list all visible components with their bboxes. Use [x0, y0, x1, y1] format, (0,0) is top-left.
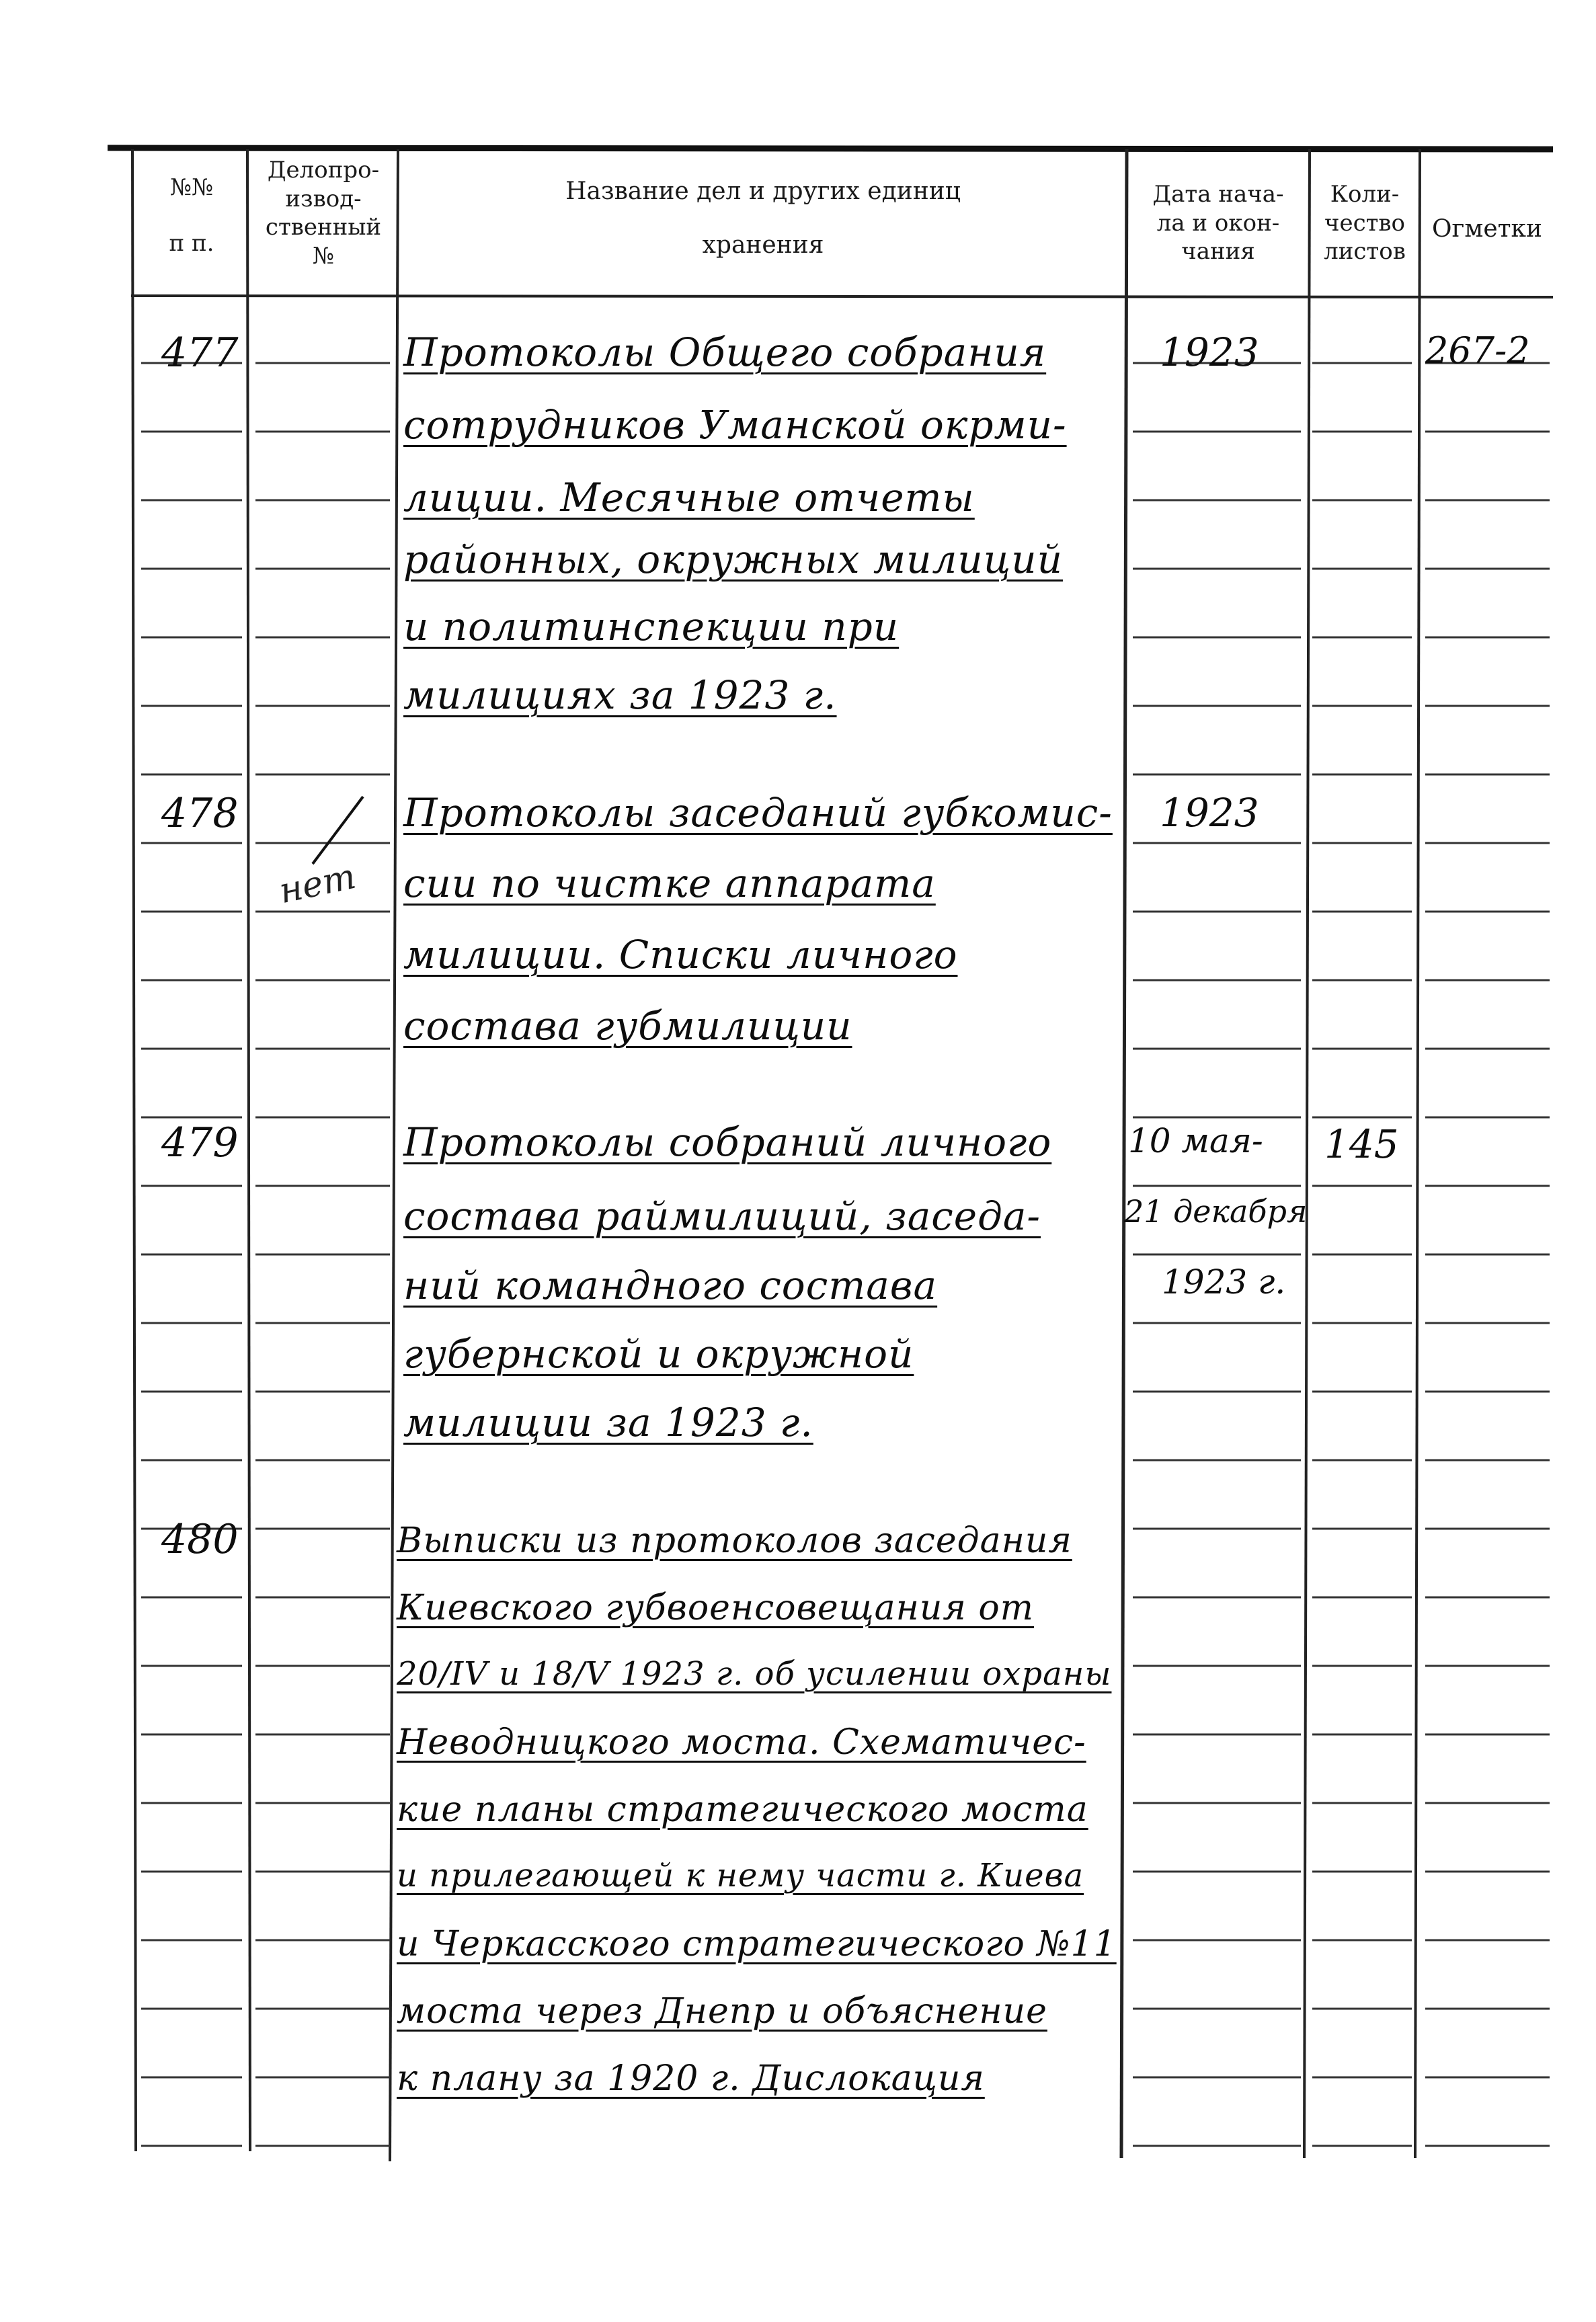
entry-title-line: милициях за 1923 г. [403, 672, 837, 718]
entry-title-line: Протоколы собраний личного [403, 1119, 1052, 1165]
entry-title-line: моста через Днепр и объяснение [397, 1991, 1047, 2032]
entry-title-line: 20/IV и 18/V 1923 г. об усилении охраны [397, 1655, 1112, 1693]
entry-number: 478 [161, 790, 239, 837]
entry-date-start: 10 мая- [1128, 1121, 1263, 1160]
header-col-dates [1128, 180, 1308, 266]
entry-title-line: милиции. Списки личного [403, 932, 958, 977]
header-col-count-line1: Коли- [1330, 181, 1400, 208]
entry-title-line: и политинспекции при [403, 604, 900, 649]
entry-title-line: Киевского губвоенсовещания от [397, 1588, 1034, 1628]
header-col-number-line2: п п. [169, 229, 214, 257]
header-col-notes [1421, 214, 1553, 244]
entry-title-line: районных, окружных милиций [403, 536, 1063, 582]
header-col-title-line1: Название дел и других единиц [565, 177, 961, 205]
header-col-dates-line3: чания [1181, 238, 1255, 265]
entry-title-line: к плану за 1920 г. Дислокация [397, 2058, 985, 2099]
entry-mark-slash [299, 790, 380, 871]
entry-title-line: и Черкасского стратегического №11 [397, 1924, 1117, 1964]
entry-date-year: 1923 г. [1162, 1263, 1286, 1302]
header-col-office-line1: Делопро- [267, 157, 380, 184]
entry-title-line: лиции. Месячные отчеты [403, 475, 975, 520]
header-col-count [1311, 180, 1419, 266]
entry-title-line: состава губмилиции [403, 1003, 852, 1049]
header-col-office-line2: извод- [285, 185, 362, 212]
entry-note: 267-2 [1425, 329, 1530, 372]
entry-title-line: милиции за 1923 г. [403, 1400, 813, 1445]
entry-title-line: Неводницкого моста. Схематичес- [397, 1722, 1086, 1763]
header-col-dates-line1: Дата нача- [1152, 181, 1284, 208]
entry-title-line: состава раймилиций, заседа- [403, 1193, 1041, 1239]
entry-sheet-count: 145 [1324, 1121, 1399, 1167]
header-col-count-line3: листов [1324, 238, 1406, 265]
entry-title-line: губернской и окружной [403, 1331, 914, 1377]
header-col-number-line1: №№ [169, 174, 214, 201]
header-col-dates-line2: ла и окон- [1156, 209, 1280, 237]
entry-date: 1923 [1160, 329, 1259, 375]
entry-date-end: 21 декабря [1124, 1193, 1308, 1230]
entry-title-line: сотрудников Уманской окрми- [403, 402, 1067, 448]
header-col-title [403, 176, 1123, 260]
header-col-office-line3: ственный [265, 214, 382, 241]
header-col-count-line2: чество [1324, 209, 1406, 237]
entry-title-line: Протоколы Общего собрания [403, 329, 1047, 375]
entry-number: 477 [161, 329, 239, 376]
entry-title-line: кие планы стратегического моста [397, 1790, 1088, 1830]
entry-title-line: Протоколы заседаний губкомис- [403, 790, 1113, 836]
entry-number: 480 [161, 1516, 239, 1563]
entry-date: 1923 [1160, 790, 1259, 836]
entry-number: 479 [161, 1119, 239, 1166]
header-col-number [138, 173, 245, 257]
entry-title-line: и прилегающей к нему части г. Киева [397, 1857, 1084, 1894]
header-col-office-number [251, 156, 395, 270]
entry-title-line: ний командного состава [403, 1263, 938, 1308]
entry-mark: нет [276, 856, 360, 912]
entry-title-line: Выписки из протоколов заседания [397, 1521, 1072, 1561]
header-col-title-line2: хранения [702, 231, 824, 259]
header-col-office-line4: № [312, 242, 335, 270]
entry-title-line: сии по чистке аппарата [403, 860, 936, 906]
header-col-notes-text: Огметки [1431, 215, 1543, 243]
